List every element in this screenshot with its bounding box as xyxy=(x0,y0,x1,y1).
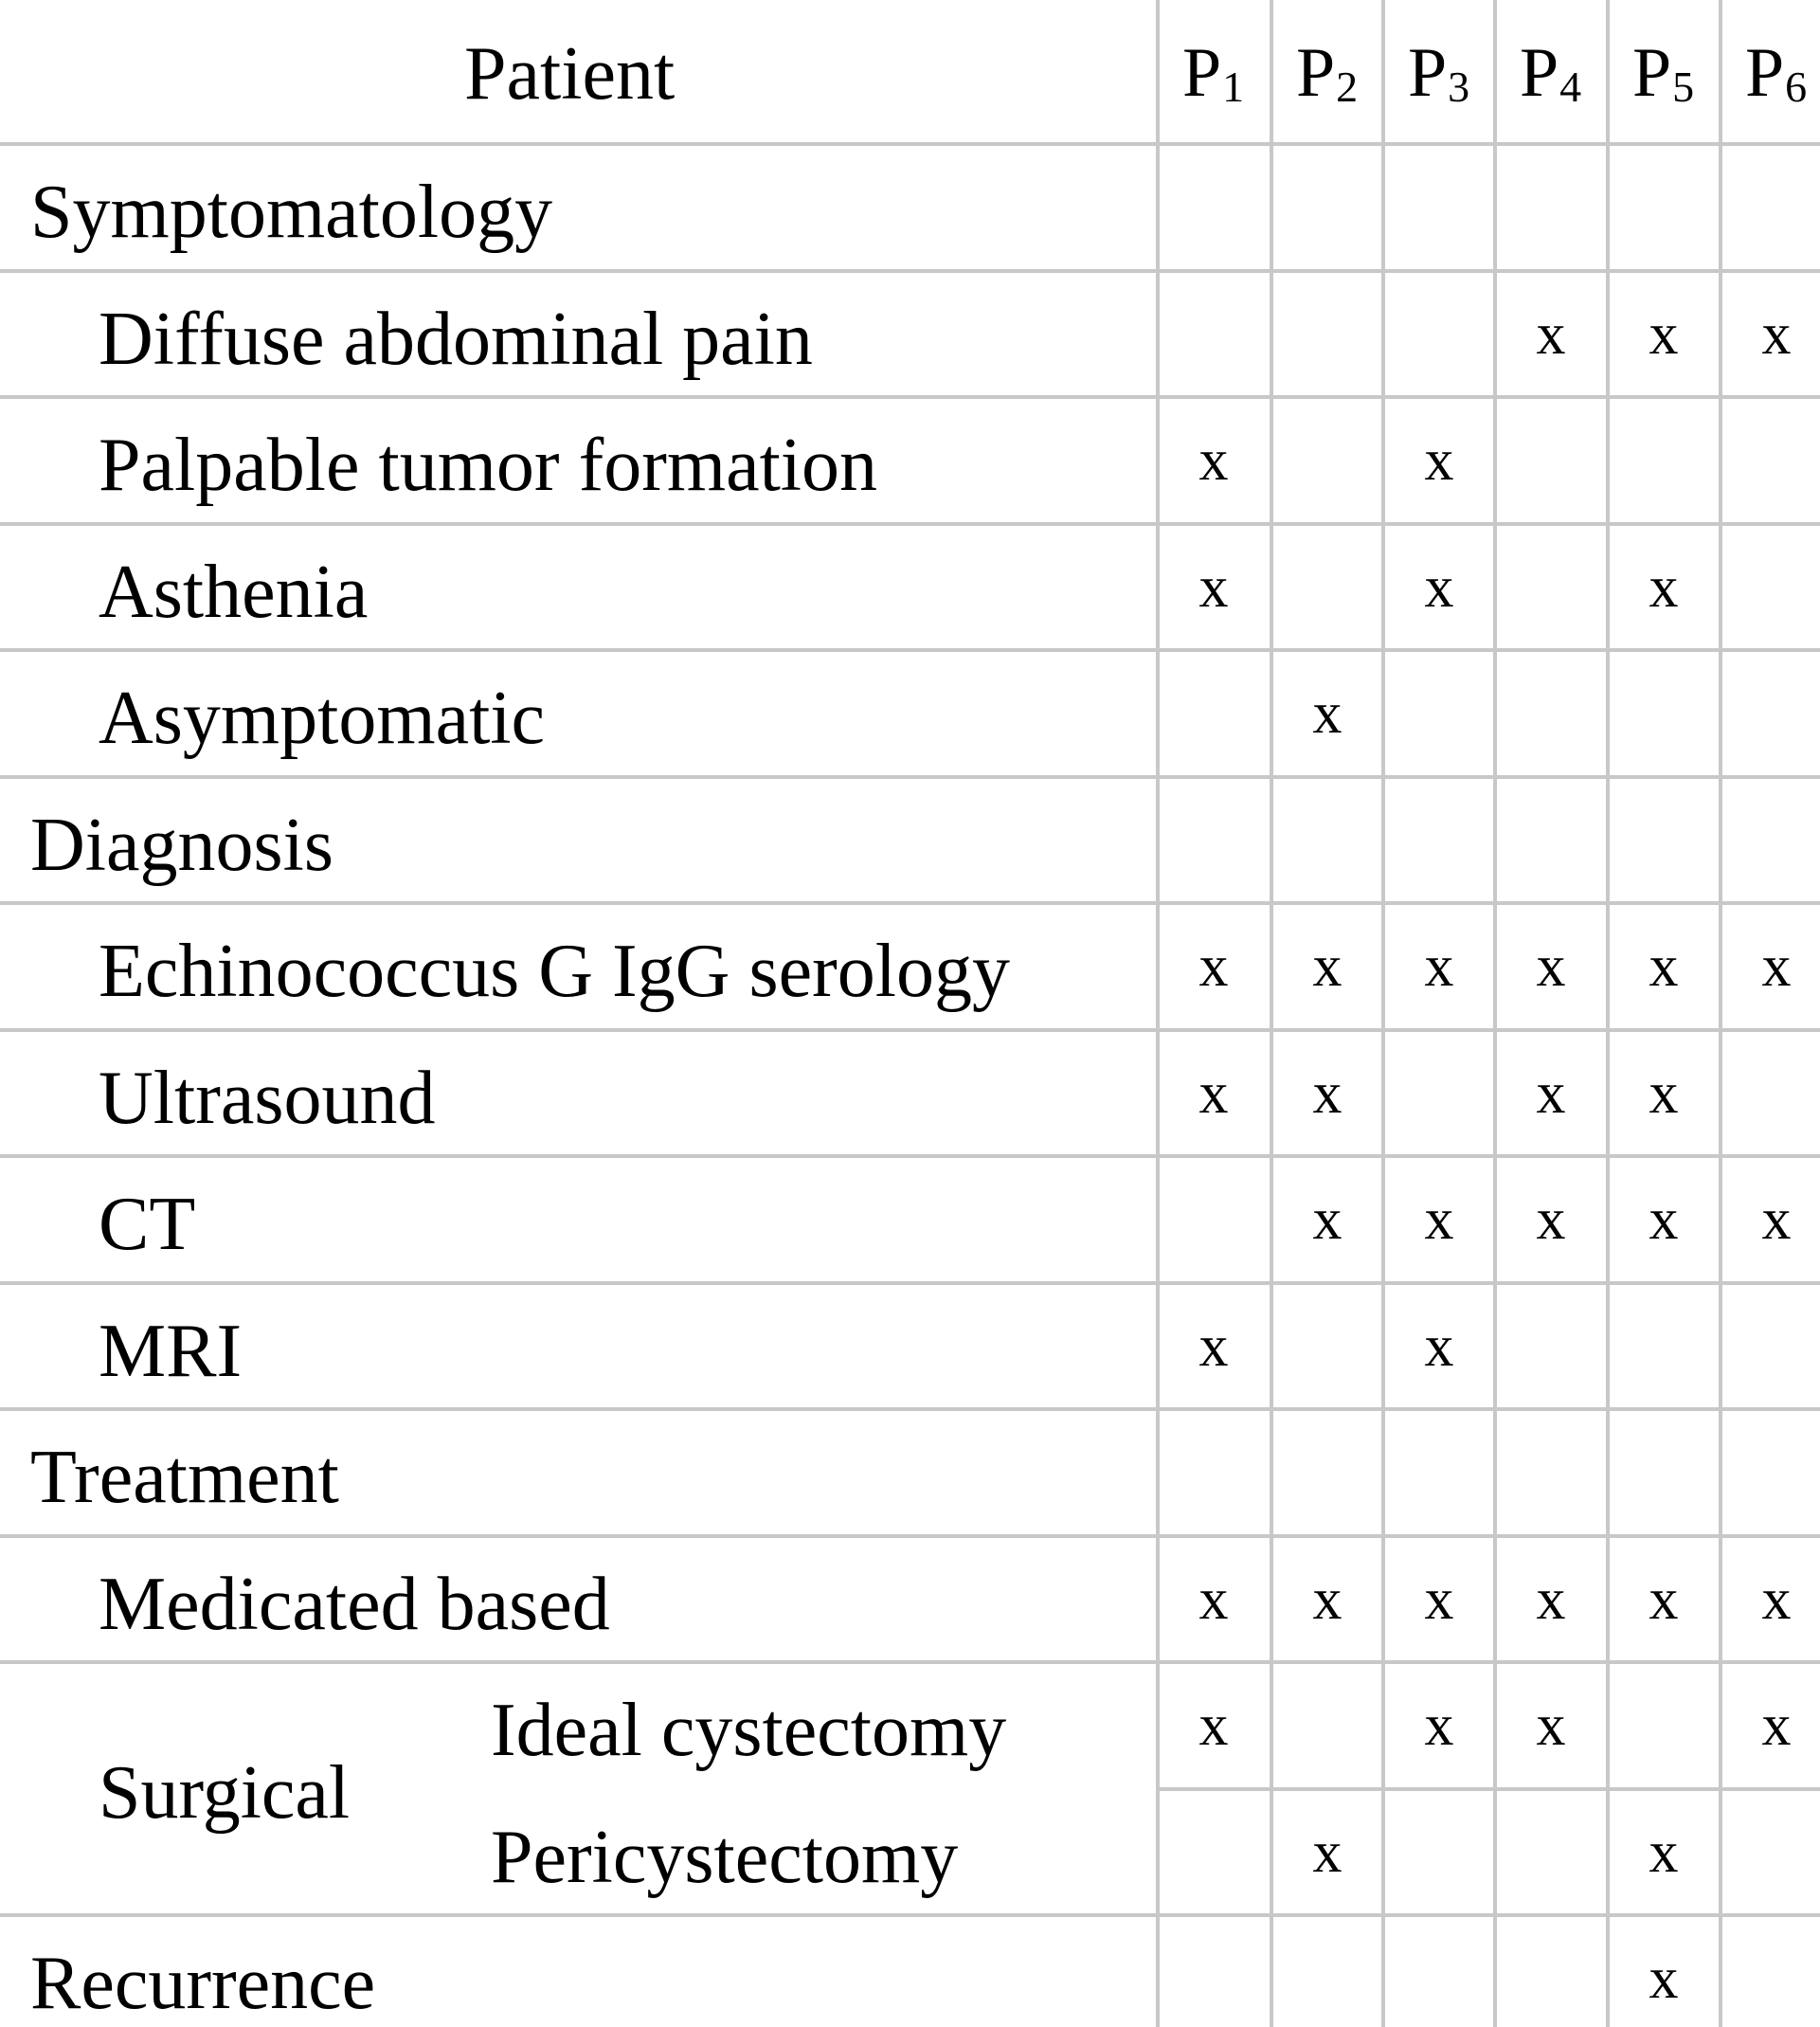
section-label: Recurrence xyxy=(30,1942,376,2025)
section-label: Diagnosis xyxy=(30,803,333,887)
check-mark: x xyxy=(1198,1060,1229,1126)
check-mark: x xyxy=(1424,1566,1454,1632)
check-mark: x xyxy=(1536,934,1566,999)
row-divider xyxy=(0,1534,1820,1538)
row-label: Asthenia xyxy=(99,550,369,634)
row-divider xyxy=(0,1660,1820,1664)
check-mark: x xyxy=(1649,554,1679,620)
header-patient-4 xyxy=(1520,34,1582,112)
row-divider xyxy=(0,522,1820,526)
check-mark: x xyxy=(1424,428,1454,493)
header-patient-label: Patient xyxy=(464,32,676,116)
patient-letter: P xyxy=(1408,34,1448,112)
row-label: Diffuse abdominal pain xyxy=(99,297,813,381)
row-divider xyxy=(0,1913,1820,1917)
header-patient-1 xyxy=(1182,34,1245,112)
check-mark: x xyxy=(1649,301,1679,367)
row-label: MRI xyxy=(99,1309,243,1393)
patient-number: 4 xyxy=(1559,63,1582,111)
check-mark: x xyxy=(1312,681,1342,746)
row-label: Echinococcus G IgG serology xyxy=(99,930,1010,1013)
check-mark: x xyxy=(1649,1946,1679,2011)
patient-letter: P xyxy=(1632,34,1672,112)
check-mark: x xyxy=(1198,934,1229,999)
row-divider xyxy=(0,142,1820,146)
patient-number: 6 xyxy=(1785,63,1808,111)
patient-letter: P xyxy=(1296,34,1336,112)
check-mark: x xyxy=(1198,554,1229,620)
check-mark: x xyxy=(1198,428,1229,493)
check-mark: x xyxy=(1312,1060,1342,1126)
check-mark: x xyxy=(1198,1693,1229,1758)
patient-letter: P xyxy=(1520,34,1559,112)
row-divider xyxy=(0,269,1820,273)
row-label: Medicated based xyxy=(99,1562,610,1646)
patient-number: 1 xyxy=(1222,63,1245,111)
check-mark: x xyxy=(1424,1693,1454,1758)
check-mark: x xyxy=(1424,1187,1454,1252)
row-divider xyxy=(0,1028,1820,1032)
check-mark: x xyxy=(1761,1693,1792,1758)
check-mark: x xyxy=(1536,301,1566,367)
check-mark: x xyxy=(1761,934,1792,999)
section-label: Symptomatology xyxy=(30,171,553,254)
patient-letter: P xyxy=(1182,34,1222,112)
row-label: Pericystectomy xyxy=(491,1815,959,1899)
check-mark: x xyxy=(1761,1566,1792,1632)
header-patient-5 xyxy=(1632,34,1695,112)
check-mark: x xyxy=(1649,1060,1679,1126)
row-divider xyxy=(0,1154,1820,1158)
row-divider xyxy=(0,1281,1820,1285)
check-mark: x xyxy=(1536,1060,1566,1126)
group-label-surgical: Surgical xyxy=(99,1750,351,1835)
check-mark: x xyxy=(1424,554,1454,620)
check-mark: x xyxy=(1198,1566,1229,1632)
check-mark: x xyxy=(1761,1187,1792,1252)
check-mark: x xyxy=(1198,1313,1229,1379)
check-mark: x xyxy=(1424,1313,1454,1379)
check-mark: x xyxy=(1424,934,1454,999)
row-label: CT xyxy=(99,1183,196,1266)
row-label: Ideal cystectomy xyxy=(491,1689,1007,1772)
row-label: Ultrasound xyxy=(99,1056,436,1140)
row-divider xyxy=(0,1407,1820,1411)
check-mark: x xyxy=(1536,1566,1566,1632)
row-label: Palpable tumor formation xyxy=(99,424,878,507)
patient-number: 2 xyxy=(1336,63,1359,111)
check-mark: x xyxy=(1649,1187,1679,1252)
patient-number: 5 xyxy=(1672,63,1695,111)
check-mark: x xyxy=(1312,1819,1342,1885)
column-divider xyxy=(1270,0,1273,2027)
row-divider xyxy=(0,901,1820,905)
check-mark: x xyxy=(1312,1566,1342,1632)
check-mark: x xyxy=(1761,301,1792,367)
check-mark: x xyxy=(1536,1693,1566,1758)
check-mark: x xyxy=(1649,1819,1679,1885)
header-patient-6 xyxy=(1745,34,1808,112)
check-mark: x xyxy=(1312,1187,1342,1252)
patient-number: 3 xyxy=(1448,63,1470,111)
patient-letter: P xyxy=(1745,34,1785,112)
row-label: Asymptomatic xyxy=(99,677,546,760)
check-mark: x xyxy=(1649,934,1679,999)
row-divider xyxy=(0,395,1820,399)
section-label: Treatment xyxy=(30,1436,339,1519)
check-mark: x xyxy=(1649,1566,1679,1632)
row-divider xyxy=(0,648,1820,652)
header-patient-3 xyxy=(1408,34,1470,112)
check-mark: x xyxy=(1536,1187,1566,1252)
check-mark: x xyxy=(1312,934,1342,999)
header-patient-2 xyxy=(1296,34,1359,112)
row-divider xyxy=(0,775,1820,779)
